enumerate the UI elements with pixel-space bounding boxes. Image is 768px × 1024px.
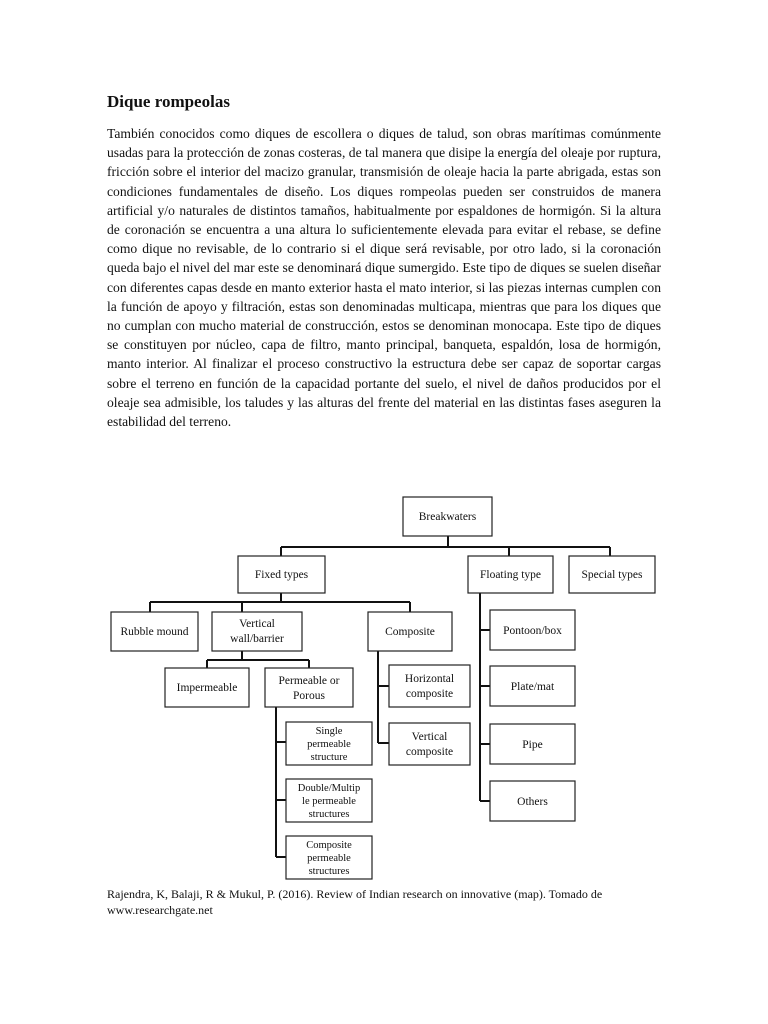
node-others-label: Others: [517, 796, 548, 808]
node-double-multiple-line2: le permeable: [302, 796, 356, 807]
node-composite-permeable-line1: Composite: [306, 840, 352, 851]
node-special-types: [569, 556, 655, 593]
caption-line-2: www.researchgate.net: [107, 903, 213, 917]
caption-line-1: Rajendra, K, Balaji, R & Mukul, P. (2016). Review of Indian research on innovative (map). Tomado de: [107, 887, 603, 901]
node-fixed-types-label: Fixed types: [254, 569, 309, 581]
node-single-permeable-line1: Single: [315, 726, 343, 737]
node-special-types-label: Special types: [581, 569, 643, 581]
node-others: [490, 781, 575, 821]
node-composite-permeable-line3: structures: [308, 866, 350, 877]
node-composite-label: Composite: [385, 626, 435, 638]
node-horizontal-composite-line1: Horizontal: [404, 673, 455, 685]
node-horizontal-composite: [389, 665, 470, 707]
node-permeable-porous: [265, 668, 353, 707]
node-vertical-wall: [212, 612, 302, 651]
node-pipe: [490, 724, 575, 764]
node-composite: [368, 612, 452, 651]
node-rubble-mound: [111, 612, 198, 651]
node-vertical-composite-line2: composite: [405, 746, 454, 758]
node-plate-mat: [490, 666, 575, 706]
node-composite-permeable-line2: permeable: [307, 853, 351, 864]
node-impermeable-label: Impermeable: [176, 682, 238, 694]
node-composite-permeable: [286, 836, 372, 879]
node-vertical-composite: [389, 723, 470, 765]
node-permeable-porous-line2: Porous: [293, 690, 325, 702]
node-permeable-porous-line1: Permeable or: [278, 675, 340, 687]
figure-caption: [107, 886, 667, 918]
node-single-permeable-line2: permeable: [307, 739, 351, 750]
node-single-permeable-line3: structure: [310, 752, 348, 763]
node-floating-type-label: Floating type: [479, 569, 542, 581]
node-pipe-label: Pipe: [522, 739, 543, 751]
node-vertical-wall-line2: wall/barrier: [230, 633, 284, 645]
node-breakwaters-label: Breakwaters: [418, 511, 477, 523]
node-plate-mat-label: Plate/mat: [510, 681, 555, 693]
body-paragraph: También conocidos como diques de escollera o diques de talud, son obras marítimas comúnmente usadas para la protección de zonas costeras, de tal manera que disipe la energía del oleaje por ruptura, fricción sobre el interior del macizo granular, transmisión de oleaje hacia la parte abrigada, estas son condiciones fundamentales de diseño. Los diques rompeolas pueden ser construidos de manera artificial y/o naturales de distintos tamaños, habitualmente por espaldones de hormigón. Si la altura de coronación se encuentra a una altura lo suficientemente elevada para evitar el rebase, se define como dique no revisable, de lo contrario si el dique será revisable, por otro lado, si la coronación queda bajo el nivel del mar este se denominará dique sumergido. Este tipo de diques se suelen diseñar con diferentes capas desde en manto exterior hasta el mato interior, si las piezas internas cumplen con la función de apoyo y filtración, estas son denominadas multicapa, mientras que para los diques que no cumplan con mucho material de construcción, estos se denominan monocapa. Este tipo de diques se constituyen por núcleo, capa de filtro, manto principal, banqueta, espaldón, losa de hormigón, manto interior. Al finalizar el proceso constructivo la estructura debe ser capaz de soportar cargas sobre el terreno en función de la capacidad portante del suelo, el nivel de daños producidos por el oleaje sea admisible, los taludes y las alturas del frente del material en las distintas fases aseguren la estabilidad del terreno.: [107, 126, 661, 430]
node-double-multiple-line3: structures: [308, 809, 350, 820]
node-vertical-composite-line1: Vertical: [411, 731, 448, 743]
node-pontoon-box: [490, 610, 575, 650]
node-double-multiple-permeable: [286, 779, 372, 822]
node-pontoon-box-label: Pontoon/box: [503, 625, 562, 637]
node-vertical-wall-line1: Vertical: [239, 618, 275, 630]
node-floating-type: [468, 556, 553, 593]
node-single-permeable: [286, 722, 372, 765]
node-fixed-types: [238, 556, 325, 593]
node-rubble-mound-label: Rubble mound: [120, 626, 189, 638]
node-impermeable: [165, 668, 249, 707]
node-horizontal-composite-line2: composite: [405, 688, 454, 700]
node-double-multiple-line1: Double/Multip: [297, 783, 361, 794]
node-breakwaters: [403, 497, 492, 536]
section-title: Dique rompeolas: [107, 92, 230, 111]
